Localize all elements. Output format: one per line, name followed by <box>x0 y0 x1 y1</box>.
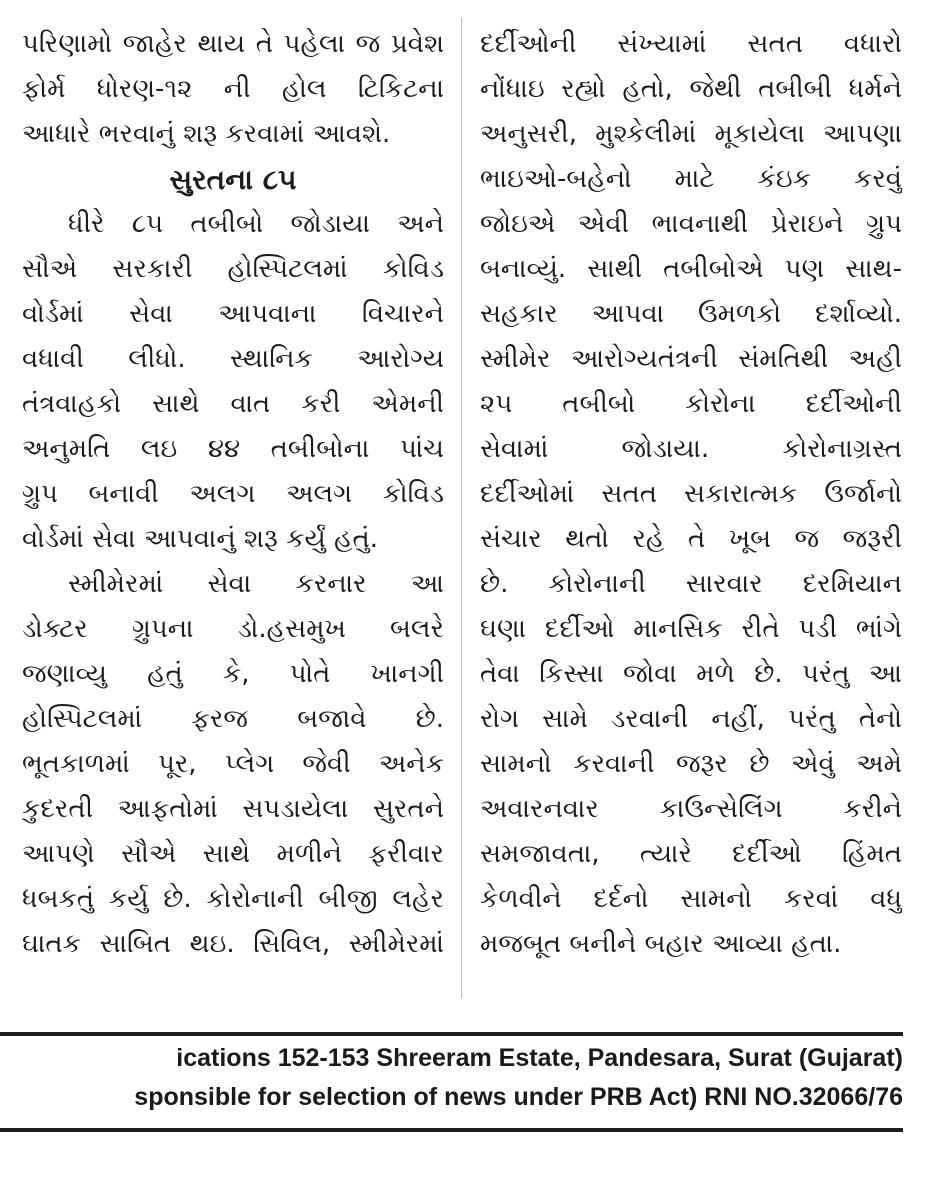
text-line: તેવા કિસ્સા જોવા મળે છે. પરંતુ આ <box>480 659 902 689</box>
text-line: પરિણામો જાહેર થાય તે પહેલા જ પ્રવેશ <box>22 29 444 59</box>
text-line: ભૂતકાળમાં પૂર, પ્લેગ જેવી અનેક <box>22 749 444 779</box>
text-line: ઘાતક સાબિત થઇ. સિવિલ, સ્મીમેરમાં <box>22 929 444 959</box>
text-line: સામનો કરવાની જરૂર છે એવું અમે <box>480 749 902 779</box>
text-line: વોર્ડમાં સેવા આપવાનું શરૂ કર્યું હતું. <box>22 524 379 554</box>
text-line: ૨૫ તબીબો કોરોના દર્દીઓની <box>480 389 902 419</box>
text-line: સેવામાં જોડાયા. કોરોનાગ્રસ્ત <box>480 434 902 464</box>
text-line: ભાઇઓ-બહેનો માટે કંઇક કરવું <box>480 164 902 194</box>
article-right-column <box>480 22 902 967</box>
text-line: ધીરે ૮૫ તબીબો જોડાયા અને <box>68 209 444 239</box>
text-line: જોઇએ એવી ભાવનાથી પ્રેરાઇને ગ્રુપ <box>480 209 902 239</box>
text-line: સહકાર આપવા ઉમળકો દર્શાવ્યો. <box>480 299 902 329</box>
imprint-line-rni: sponsible for selection of news under PRB Act) RNI NO.32066/76 <box>134 1083 903 1111</box>
text-line: સૌએ સરકારી હોસ્પિટલમાં કોવિડ <box>22 254 444 284</box>
imprint-line-address: ications 152-153 Shreeram Estate, Pandesara, Surat (Gujarat) <box>176 1044 903 1072</box>
footer-rule-top <box>0 1032 903 1036</box>
text-line: સ્મીમેરમાં સેવા કરનાર આ <box>68 569 444 599</box>
text-line: કુદરતી આફતોમાં સપડાયેલા સુરતને <box>22 794 444 824</box>
subheading: સુરતના ૮૫ <box>169 163 297 196</box>
text-line: નોંધાઇ રહ્યો હતો, જેથી તબીબી ધર્મને <box>480 74 902 104</box>
text-line: છે. કોરોનાની સારવાર દરમિયાન <box>480 569 902 599</box>
text-line: મજબૂત બનીને બહાર આવ્યા હતા. <box>480 929 842 959</box>
text-line: આધારે ભરવાનું શરૂ કરવામાં આવશે. <box>22 119 391 149</box>
text-line: વોર્ડમાં સેવા આપવાના વિચારને <box>22 299 444 329</box>
text-line: દર્દીઓની સંખ્યામાં સતત વધારો <box>480 29 902 59</box>
text-line: અવારનવાર કાઉન્સેલિંગ કરીને <box>480 794 902 824</box>
text-line: ધબકતું કર્યુ છે. કોરોનાની બીજી લહેર <box>22 884 444 914</box>
text-line: સમજાવતા, ત્યારે દર્દીઓ હિંમત <box>480 839 902 869</box>
text-line: કેળવીને દર્દનો સામનો કરવાં વધુ <box>480 884 902 914</box>
text-line: વધાવી લીધો. સ્થાનિક આરોગ્ય <box>22 344 444 374</box>
text-line: ઘણા દર્દીઓ માનસિક રીતે પડી ભાંગે <box>480 614 902 644</box>
text-line: દર્દીઓમાં સતત સકારાત્મક ઉર્જાનો <box>480 479 902 509</box>
text-line: હોસ્પિટલમાં ફરજ બજાવે છે. <box>22 704 444 734</box>
text-line: સ્મીમેર આરોગ્યતંત્રની સંમતિથી અહી <box>480 344 902 374</box>
text-line: તંત્રવાહકો સાથે વાત કરી એમની <box>22 389 444 419</box>
text-line: બનાવ્યું. સાથી તબીબોએ પણ સાથ- <box>480 254 902 284</box>
text-line: ગ્રુપ બનાવી અલગ અલગ કોવિડ <box>22 479 444 509</box>
text-line: અનુસરી, મુશ્કેલીમાં મૂકાયેલા આપણા <box>480 119 902 149</box>
text-line: આપણે સૌએ સાથે મળીને ફરીવાર <box>22 839 444 869</box>
footer-rule-bottom <box>0 1128 903 1132</box>
text-line: રોગ સામે ડરવાની નહીં, પરંતુ તેનો <box>480 704 902 734</box>
text-line: ડોક્ટર ગ્રુપના ડો.હસમુખ બલરે <box>22 614 444 644</box>
text-line: સંચાર થતો રહે તે ખૂબ જ જરૂરી <box>480 524 902 554</box>
text-line: અનુમતિ લઇ ૪૪ તબીબોના પાંચ <box>22 434 444 464</box>
text-line: ફોર્મ ધોરણ-૧૨ ની હોલ ટિકિટના <box>22 74 444 104</box>
column-divider <box>461 18 462 998</box>
article-left-column <box>22 22 444 967</box>
text-line: જણાવ્યુ હતું કે, પોતે ખાનગી <box>22 659 444 689</box>
